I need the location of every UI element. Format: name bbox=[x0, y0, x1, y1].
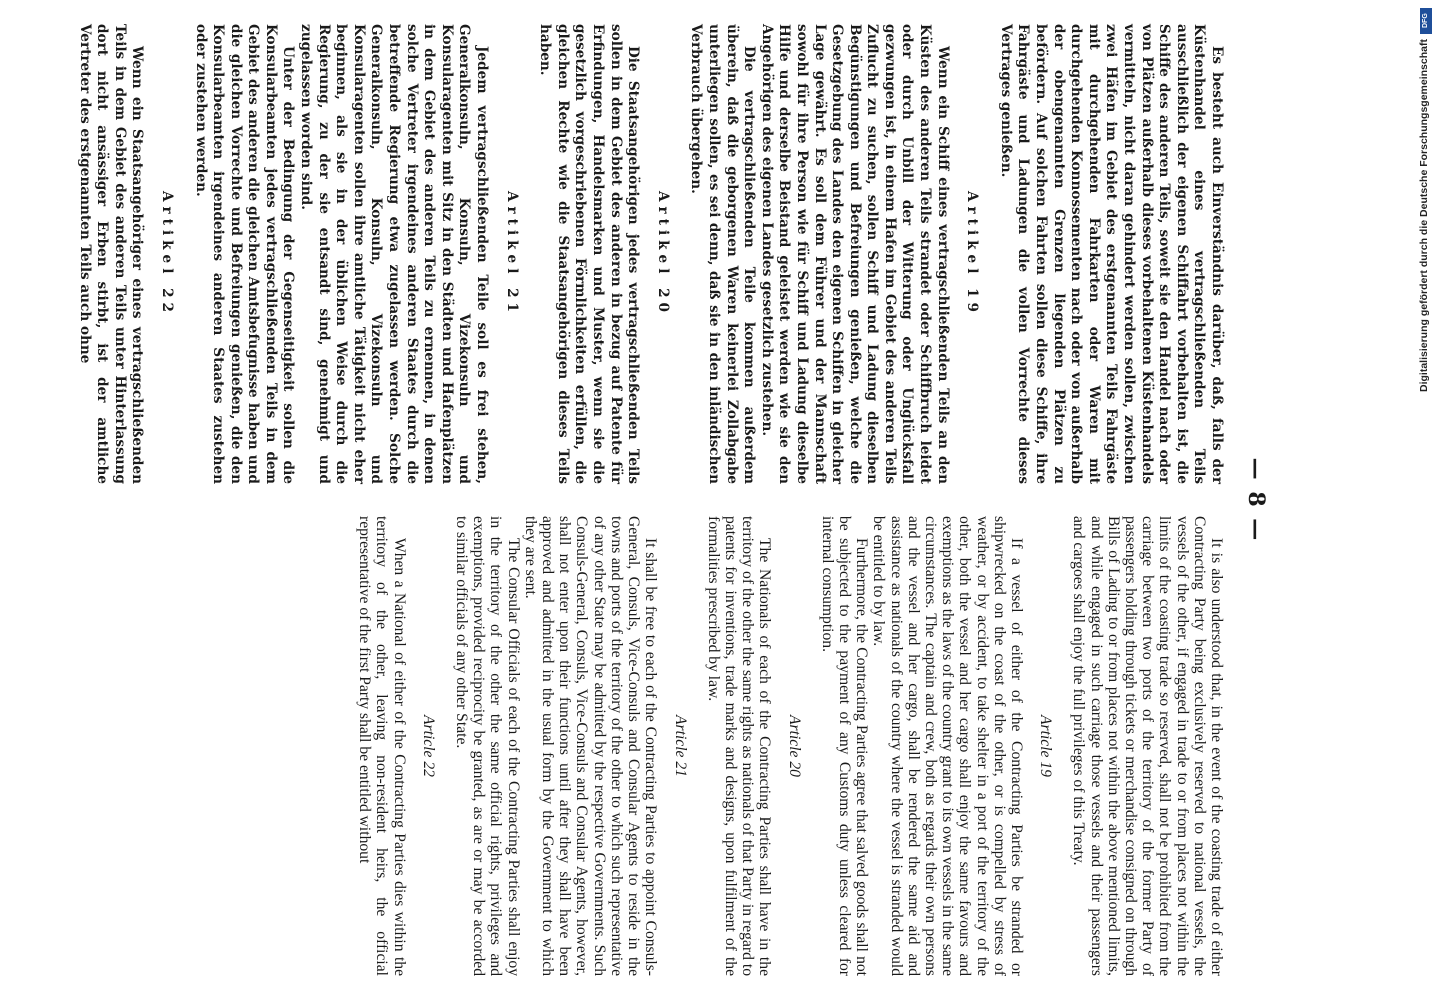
german-article-22-heading: Artikel 22 bbox=[158, 190, 175, 318]
page-number: — 8 — bbox=[1243, 457, 1269, 543]
english-column bbox=[105, 516, 1225, 976]
german-article-21-paragraph-2: Unter der Bedingung der Gegenseitigkeit sollen die Konsularbeamten jedes vertragschließenden Teils in dem Gebiet des anderen die gleichen Amtsbefugnisse haben und die gleichen Vorrechte und Befreiungen genießen, die den Konsularbeamten irgendeines anderen Staates zustehen oder zustehen werden. bbox=[192, 24, 297, 484]
german-article-21-heading: Artikel 21 bbox=[503, 190, 520, 318]
english-article-22-heading: Article 22 bbox=[419, 715, 437, 777]
english-article-21-paragraph-1: It shall be free to each of the Contracting Parties to appoint Consuls-General, Consuls, Vice-Consuls and Consular Agents to reside in the towns and ports of the territory of the other to which such representative of any other State may be admitted by the respective Governments. Such Consuls-General, Consuls, Vice-Consuls and Consular Agents, however, shall not enter upon their functions until after they shall have been approved and admitted in the usual form by the Government to which they are sent. bbox=[521, 516, 660, 976]
treaty-page bbox=[75, 0, 1295, 1000]
digitization-note-text: Digitalisierung gefördert durch die Deutsche Forschungsgemeinschaft bbox=[1418, 39, 1430, 392]
english-article-21-heading: Article 21 bbox=[671, 715, 689, 777]
german-article-21-paragraph-1: Jedem vertragschließenden Teile soll es frei stehen, Generalkonsuln, Konsuln, Vizekonsuln und Konsularagenten mit Sitz in den Städten und Hafenplätzen in dem Gebiet des anderen Teils zu ernennen, in denen solche Vertreter irgendeines anderen Staates durch die betreffende Regierung etwa zugelassen werden. Solche Generalkonsuln, Konsuln, Vizekonsuln und Konsularagenten sollen ihre amtliche Tätigkeit nicht eher beginnen, als sie in der üblichen Weise durch die Regierung, zu der sie entsandt sind, genehmigt und zugelassen worden sind. bbox=[298, 24, 491, 484]
german-article-19-paragraph-1: Wenn ein Schiff eines vertragschließenden Teils an den Küsten des anderen Teils strandet oder Schiffbruch leidet oder durch Unbill der Witterung oder Unglücksfall gezwungen ist, in einem Hafen im Gebiet des anderen Teils Zuflucht zu suchen, sollen Schiff und Ladung dieselben Begünstigungen und Befreiungen genießen, welche die Gesetzgebung des Landes den eigenen Schiffen in gleicher Lage gewährt. Es soll dem Führer und der Mannschaft sowohl für ihre Person wie für Schiff und Ladung dieselbe Hilfe und derselbe Beistand geleistet werden wie sie den Angehörigen des eigenen Landes gesetzlich zustehen. bbox=[758, 24, 951, 484]
english-article-19-heading: Article 19 bbox=[1037, 715, 1055, 777]
german-article-22-paragraph-1: Wenn ein Staatsangehöriger eines vertragschließenden Teils in dem Gebiet des anderen Teils unter Hinterlassung dort nicht ansässiger Erben stirbt, ist der amtliche Vertreter des erstgenannten Teils auch ohne bbox=[76, 24, 146, 484]
english-article-19-paragraph-2: Furthermore, the Contracting Parties agree that salved goods shall not be subjected to the payment of any Customs duty unless cleared for internal consumption. bbox=[818, 516, 871, 976]
english-article-20-paragraph-1: The Nationals of each of the Contracting Parties shall have in the territory of the other the same rights as nationals of that Party in regard to patents for inventions, trade marks and designs, upon fulfilment of the formalities prescribed by law. bbox=[704, 516, 774, 976]
english-article-19-paragraph-1: If a vessel of either of the Contracting Parties be stranded or shipwrecked on the coast of the other, or is compelled by stress of weather, or by accident, to take shelter in a port of the territory of the other, both the vessel and her cargo shall enjoy the same favours and exemptions as the laws of the country grant to its own vessels in the same circumstances. The captain and crew, both as regards their own persons and the vessel and her cargo, shall be rendered the same aid and assistance as nationals of the country where the vessel is stranded would be entitled to by law. bbox=[870, 516, 1025, 976]
dfg-logo: DFG bbox=[1420, 8, 1432, 34]
digitization-note bbox=[1418, 12, 1434, 392]
german-article-20-heading: Artikel 20 bbox=[654, 190, 671, 318]
german-column bbox=[76, 24, 1225, 484]
english-article-22-paragraph-1: When a National of either of the Contracting Parties dies within the territory of the other, leaving non-resident heirs, the official representative of the first Party shall be entitled without bbox=[356, 516, 408, 976]
german-article-20-paragraph-1: Die Staatsangehörigen jedes vertragschließenden Teils sollen in dem Gebiet des anderen in bezug auf Patente für Erfindungen, Handelsmarken und Muster, wenn sie die gesetzlich vorgeschriebenen Förmlichkeiten erfüllen, die gleichen Rechte wie die Staatsangehörigen dieses Teils haben. bbox=[537, 24, 642, 484]
english-intro-paragraph: It is also understood that, in the event of the coasting trade of either Contracting Party being exclusively reserved to national vessels, the vessels of the other, if engaged in trade to or from places not within the limits of the coasting trade so reserved, shall not be prohibited from the carriage between two ports of the territory of the former Party of passengers holding through tickets or merchandise consigned on through Bills of Lading to or from places not within the above mentioned limits, and while engaged in such carriage those vessels and their passengers and cargoes shall enjoy the full privileges of this Treaty. bbox=[1070, 516, 1225, 976]
english-article-21-paragraph-2: The Consular Officials of each of the Contracting Parties shall enjoy in the territory of the other the same official rights, privileges and exemptions, provided reciprocity be granted, as are or may be accorded to similar officials of any other State. bbox=[453, 516, 522, 976]
english-article-20-heading: Article 20 bbox=[785, 715, 803, 777]
german-article-19-heading: Artikel 19 bbox=[964, 190, 981, 318]
german-article-19-paragraph-2: Die vertragschließenden Teile kommen außerdem überein, daß die geborgenen Waren keinerlei Zollabgabe unterliegen sollen, es sei denn, daß sie in den inländischen Verbrauch übergehen. bbox=[688, 24, 758, 484]
german-intro-paragraph: Es besteht auch Einverständnis darüber, daß, falls der Küstenhandel eines vertragschließenden Teils ausschließlich der eigenen Schiffahrt vorbehalten ist, die Schiffe des anderen Teils, soweit sie den Handel nach oder von Plätzen außerhalb dieses vorbehaltenen Küstenhandels vermitteln, nicht daran gehindert werden sollen, zwischen zwei Häfen im Gebiet des erstgenannten Teils Fahrgäste mit durchgehenden Fahrkarten oder Waren mit durchgehenden Konnossementen nach oder von außerhalb der obengenannten Grenzen liegenden Plätzen zu befördern. Auf solchen Fahrten sollen diese Schiffe, ihre Fahrgäste und Ladungen die vollen Vorrechte dieses Vertrages genießen. bbox=[997, 24, 1225, 484]
